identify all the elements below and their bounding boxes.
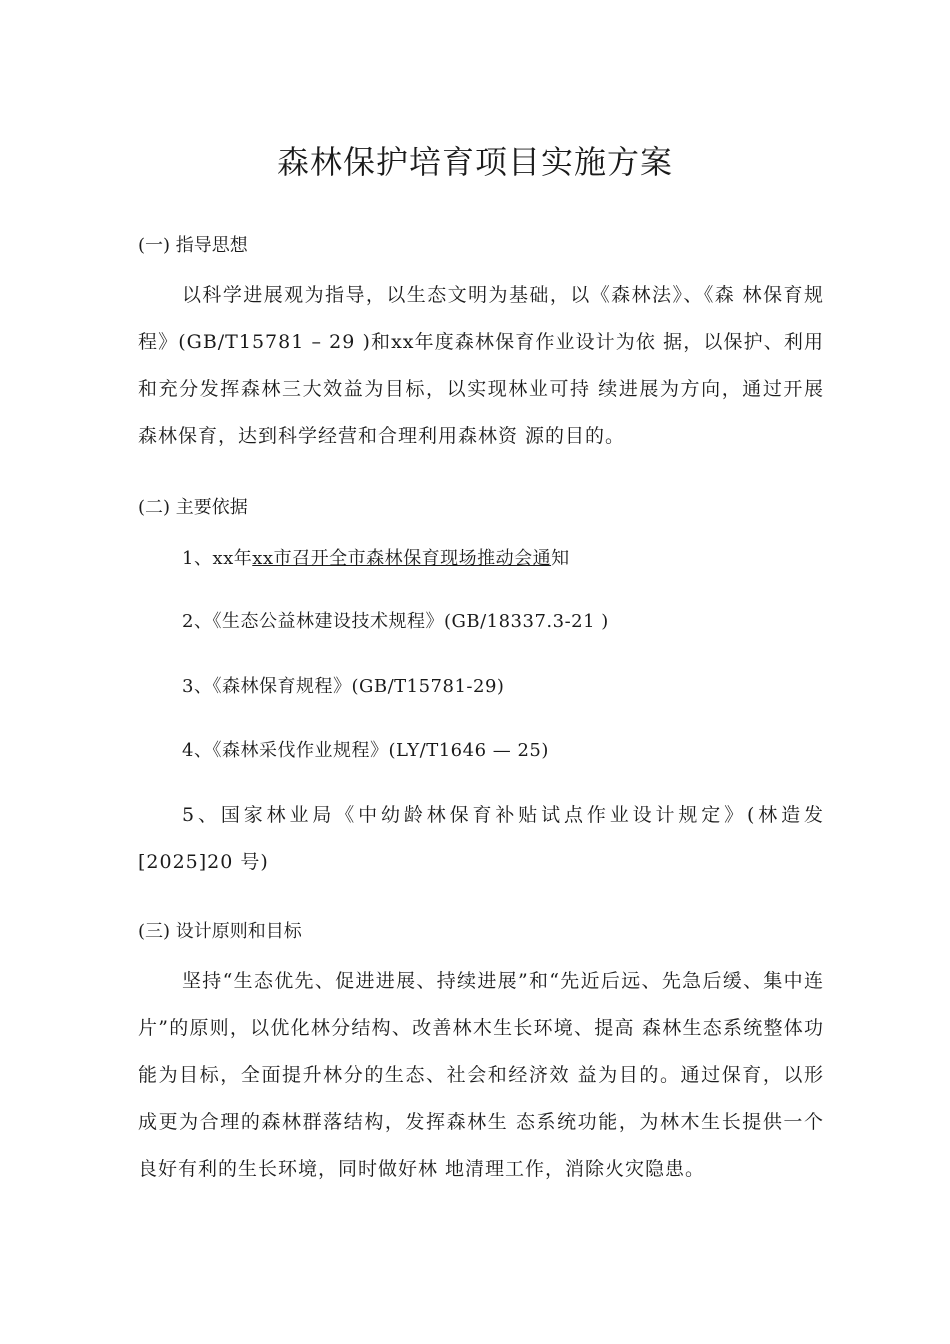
list-item-suffix: 知 — [551, 548, 570, 569]
section-paragraph-design-principles: 坚持“生态优先、促进进展、持续进展”和“先近后远、先急后缓、集中连片”的原则，以优化林分结构、改善林木生长环境、提高 森林生态系统整体功能为目标，全面提升林分的生态、社会和经济效 益为目的。通过保育，以形成更为合理的森林群落结构，发挥森林生 态系统功能，为林木生长提供一个良好有利的生长环境，同时做好林 地清理工作，消除火灾隐患。 — [138, 970, 824, 1180]
list-item: 3、《森林保育规程》(GB/T15781-29) — [182, 676, 505, 697]
list-item: 4、《森林采伐作业规程》(LY/T1646 — 25) — [182, 740, 549, 761]
notice-link[interactable]: xx市召开全市森林保育现场推动会通 — [252, 548, 552, 569]
list-item-prefix: 1、xx年 — [182, 548, 253, 569]
list-item — [182, 544, 570, 574]
section-heading-guiding-thought: (一) 指导思想 — [138, 235, 248, 256]
section-paragraph-guiding-thought: 以科学进展观为指导，以生态文明为基础，以《森林法》、《森 林保育规程》(GB/T15781 – 29 )和xx年度森林保育作业设计为依 据，以保护、利用和充分发挥森林三大效益为目标，以实现林业可持 续进展为方向，通过开展森林保育，达到科学经营和合理利用森林资 源的目的。 — [138, 284, 824, 447]
list-item: 2、《生态公益林建设技术规程》(GB/18337.3-21 ) — [182, 611, 609, 632]
list-item: 5、国家林业局《中幼龄林保育补贴试点作业设计规定》(林造发[2025]20 号) — [138, 804, 824, 873]
document-title: 森林保护培育项目实施方案 — [276, 143, 673, 181]
section-heading-main-basis: (二) 主要依据 — [138, 497, 248, 518]
section-heading-design-principles: (三) 设计原则和目标 — [138, 921, 302, 942]
